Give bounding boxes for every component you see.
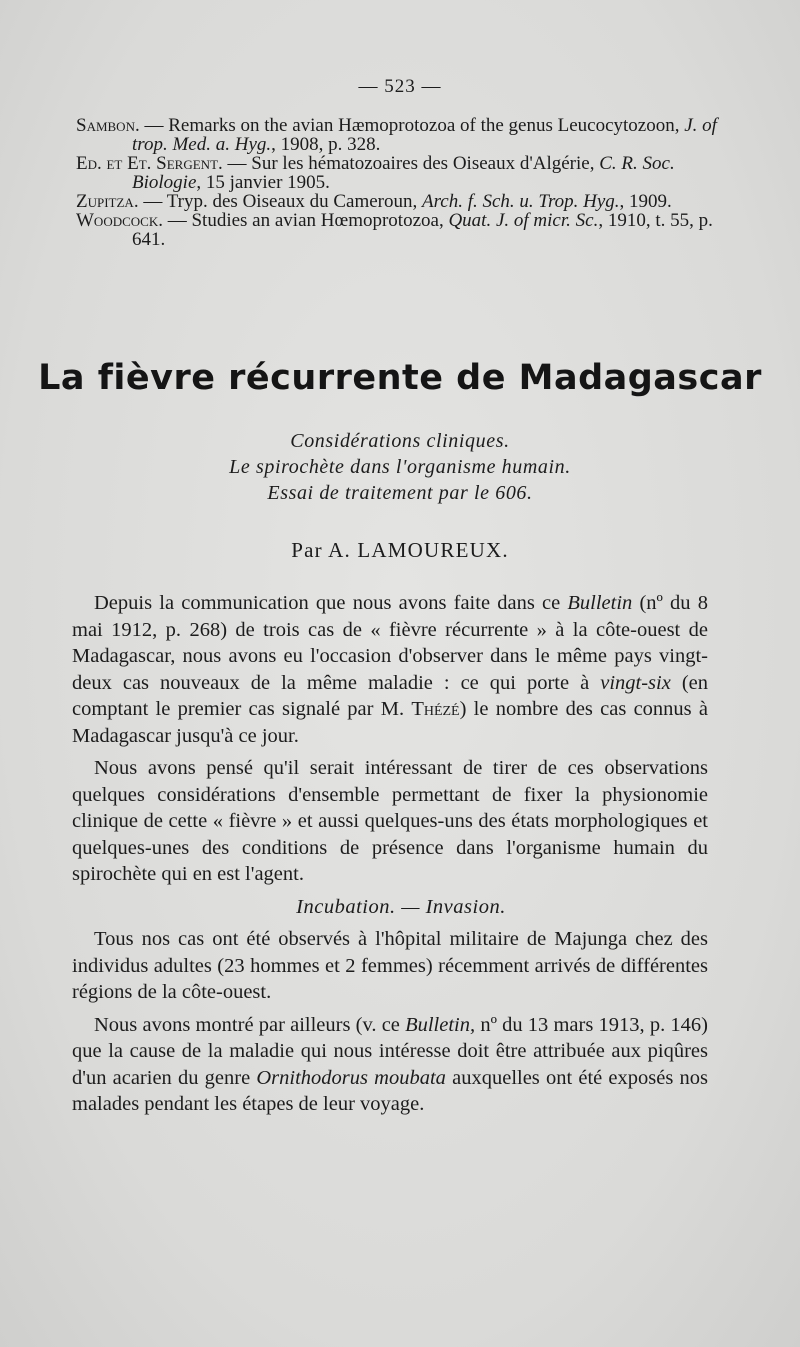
paragraph-italic: Ornithodorus moubata xyxy=(256,1066,446,1089)
reference-item xyxy=(76,154,736,192)
paragraph-text: nº du 13 mars 1913, p. 146) que la cause de la maladie qui nous intéresse doit être attribuée aux piqûres d'un acarien du genre xyxy=(72,1013,708,1089)
section-heading: Incubation. — Invasion. xyxy=(296,895,506,918)
paragraph: Nous avons pensé qu'il serait intéressant de tirer de ces observations quelques considérations d'ensemble permettant de fixer la physionomie clinique de cette « fièvre » et aussi quelques-uns des états morphologiques et quelques-unes des conditions de présence dans l'organisme humain du spirochète qui en est l'agent. xyxy=(72,757,708,885)
paragraph-italic: Bulletin, xyxy=(405,1013,476,1036)
reference-text: — Sur les hématozoaires des Oiseaux d'Algérie, xyxy=(222,153,600,174)
subtitle-line: Essai de traitement par le 606. xyxy=(267,482,533,504)
reference-text: — Studies an avian Hœmoprotozoa, xyxy=(162,210,449,231)
article-title: La fièvre récurrente de Madagascar xyxy=(38,358,762,398)
article-subtitle xyxy=(0,428,800,506)
reference-author: Sambon. xyxy=(76,115,140,136)
reference-item xyxy=(76,211,736,249)
reference-text: — Remarks on the avian Hæmoprotozoa of the genus Leucocytozoon, xyxy=(139,115,685,136)
reference-author: Ed. et Et. Sergent. xyxy=(76,153,223,174)
paragraph-text: ) le nombre des cas connus à Madagascar jusqu'à ce jour. xyxy=(72,698,709,747)
paragraph-italic: vingt-six xyxy=(600,671,671,694)
paragraph-text: (en comptant le premier cas signalé par M. xyxy=(72,671,708,720)
reference-journal: Quat. J. of micr. Sc. xyxy=(448,210,599,231)
paragraph: Tous nos cas ont été observés à l'hôpital militaire de Majunga chez des individus adultes (23 hommes et 2 femmes) récemment arrivés de différentes régions de la côte-ouest. xyxy=(72,928,708,1003)
reference-item xyxy=(76,116,736,154)
paragraph-smallcaps: Thézé xyxy=(411,698,460,720)
reference-item xyxy=(76,192,736,211)
reference-list xyxy=(76,116,736,249)
reference-author: Zupitza. xyxy=(76,191,139,212)
paragraph xyxy=(72,590,708,749)
paragraph-italic: Bulletin xyxy=(567,592,633,614)
subtitle-line: Considérations cliniques. xyxy=(290,430,510,452)
reference-text: , 1910, t. 55, p. 641. xyxy=(132,210,713,250)
reference-journal: Arch. f. Sch. u. Trop. Hyg. xyxy=(421,191,620,212)
paragraph xyxy=(72,1012,708,1118)
paragraph-text: auxquelles ont été exposés nos malades pendant les étapes de leur voyage. xyxy=(72,1066,708,1115)
reference-author: Woodcock. xyxy=(76,210,163,231)
article-author: Par A. LAMOUREUX. xyxy=(291,538,509,562)
page-number: — 523 — xyxy=(358,76,442,97)
article-body xyxy=(72,590,708,1124)
reference-text: , 1909. xyxy=(619,191,672,212)
reference-journal: C. R. Soc. Biologie xyxy=(132,153,675,193)
reference-journal: J. of trop. Med. a. Hyg. xyxy=(132,115,717,155)
paragraph-text: Nous avons montré par ailleurs (v. ce xyxy=(94,1013,406,1036)
reference-text: — Tryp. des Oiseaux du Cameroun, xyxy=(138,191,422,212)
reference-text: , 1908, p. 328. xyxy=(271,134,381,155)
reference-text: , 15 janvier 1905. xyxy=(196,172,330,193)
subtitle-line: Le spirochète dans l'organisme humain. xyxy=(229,456,571,478)
paragraph-text: Depuis la communication que nous avons faite dans ce xyxy=(94,592,568,614)
paragraph-text: (nº du 8 mai 1912, p. 268) de trois cas de « fièvre récurrente » à la côte-ouest de Madagascar, nous avons eu l'occasion d'observer dans le même pays vingt-deux cas nouveaux de la même maladie : ce qui porte à xyxy=(72,592,708,694)
